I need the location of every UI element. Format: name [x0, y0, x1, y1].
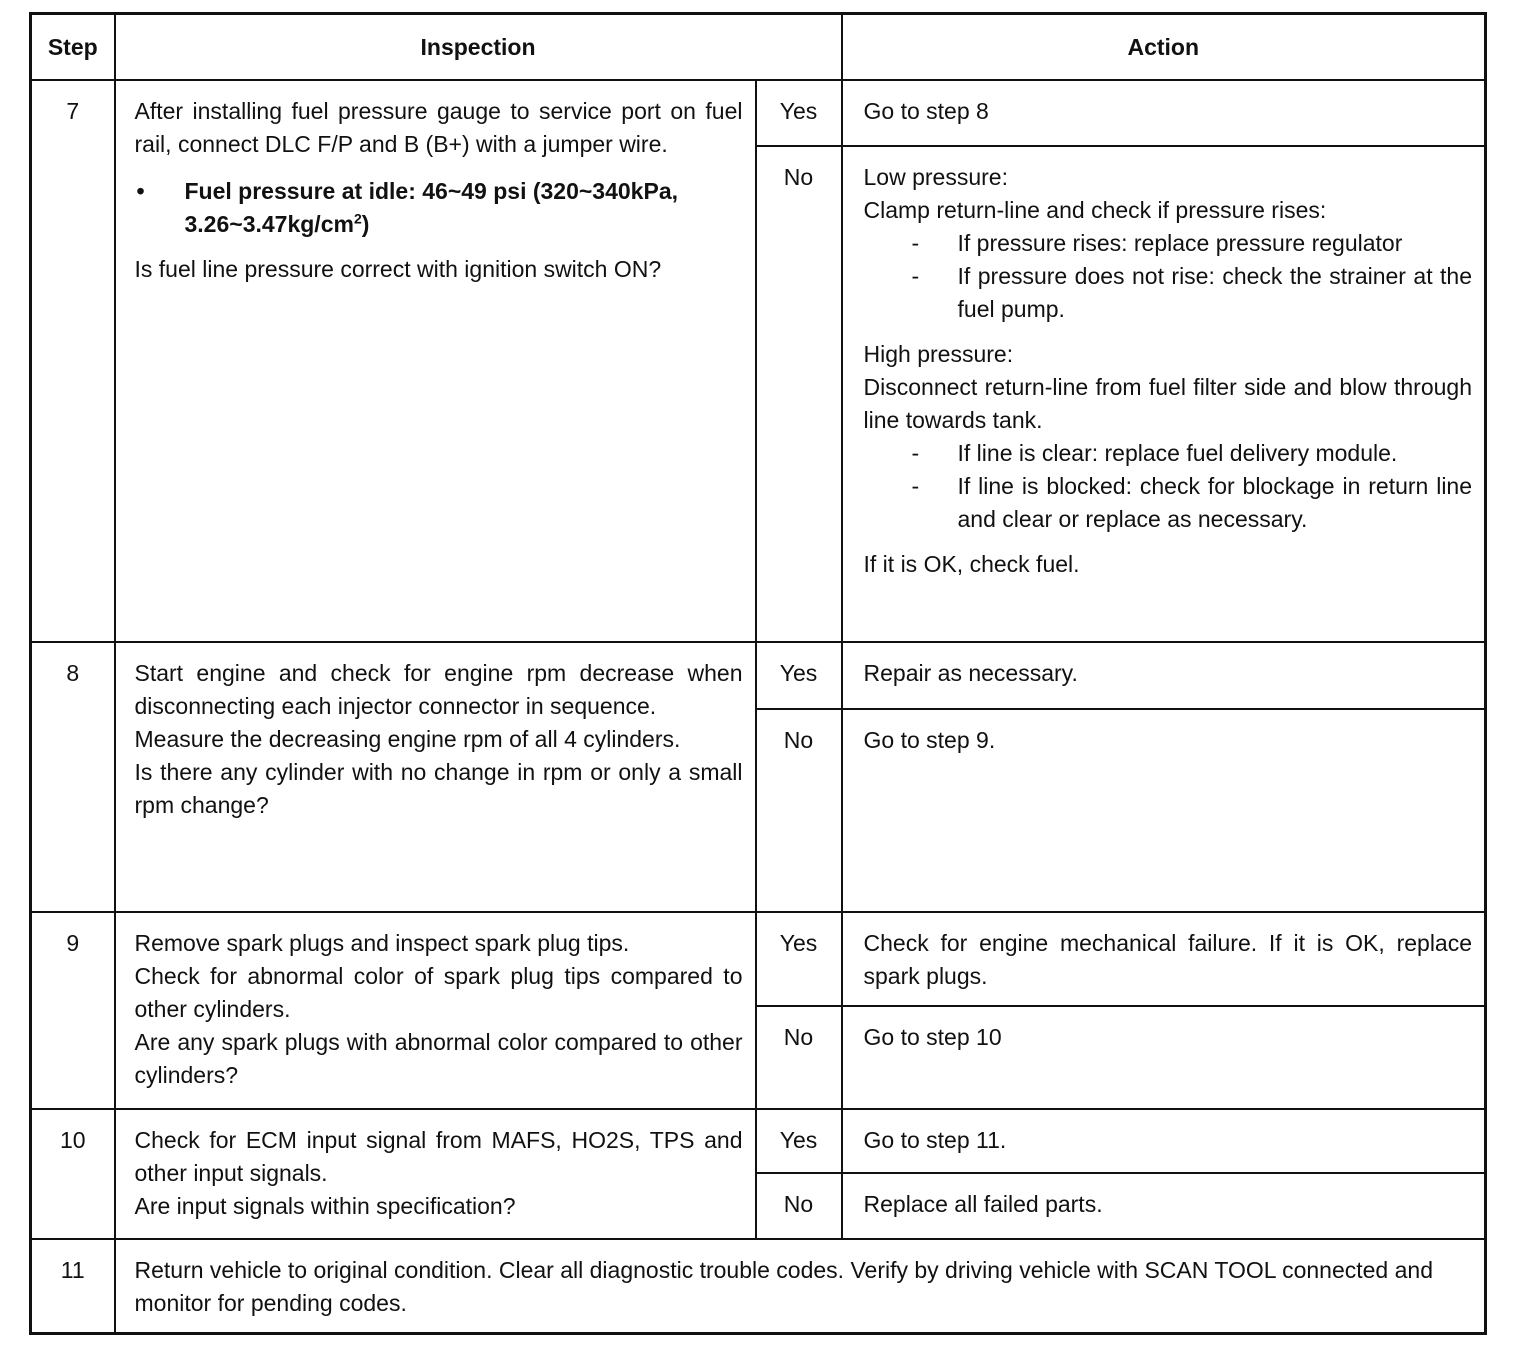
action-no: Go to step 10 [842, 1006, 1486, 1109]
list-item: - If line is blocked: check for blockage in return line and clear or replace as necessary. [911, 473, 1473, 532]
inspection-question: Are input signals within specification? [134, 1193, 516, 1219]
final-check: If it is OK, check fuel. [863, 551, 1080, 577]
inspection-text: Check for ECM input signal from MAFS, HO2S, TPS and other input signals. [134, 1127, 743, 1186]
low-pressure-line: Clamp return-line and check if pressure rises: [863, 197, 1327, 223]
final-step-text: Return vehicle to original condition. Clear all diagnostic trouble codes. Verify by driving vehicle with SCAN TOOL connected and monitor for pending codes. [115, 1239, 1486, 1333]
yes-label: Yes [756, 912, 842, 1006]
inspection-cell [115, 80, 756, 642]
inspection-text: Measure the decreasing engine rpm of all 4 cylinders. [134, 726, 681, 752]
table-row [31, 912, 1486, 1006]
action-no: Replace all failed parts. [842, 1173, 1486, 1239]
no-label: No [756, 1173, 842, 1239]
no-label: No [756, 709, 842, 912]
yes-label: Yes [756, 642, 842, 709]
spec-bullet [135, 175, 743, 241]
bullet-mark: • [136, 178, 145, 204]
high-pressure-line: Disconnect return-line from fuel filter side and blow through line towards tank. [863, 374, 1473, 433]
list-item: - If pressure does not rise: check the strainer at the fuel pump. [911, 263, 1473, 322]
step-number: 8 [31, 642, 115, 912]
table-row [31, 1109, 1486, 1173]
step-number: 9 [31, 912, 115, 1109]
action-yes: Repair as necessary. [842, 642, 1486, 709]
inspection-question: Is there any cylinder with no change in rpm or only a small rpm change? [134, 759, 743, 818]
table-row [31, 80, 1486, 146]
spec-superscript: 2 [353, 210, 362, 227]
yes-label: Yes [756, 1109, 842, 1173]
header-inspection: Inspection [115, 14, 842, 81]
no-label: No [756, 146, 842, 642]
inspection-question: Are any spark plugs with abnormal color compared to other cylinders? [134, 1029, 743, 1088]
step-number: 7 [31, 80, 115, 642]
step-number: 10 [31, 1109, 115, 1239]
inspection-cell [115, 912, 756, 1109]
action-no [842, 146, 1486, 642]
action-yes: Go to step 11. [842, 1109, 1486, 1173]
high-pressure-title: High pressure: [863, 341, 1014, 367]
table-row [31, 642, 1486, 709]
inspection-text: Start engine and check for engine rpm decrease when disconnecting each injector connector in sequence. [134, 660, 743, 719]
spec-text: Fuel pressure at idle: 46~49 psi (320~340kPa, 3.26~3.47kg/cm [184, 178, 679, 237]
table-row [31, 1239, 1486, 1333]
low-pressure-title: Low pressure: [863, 164, 1008, 190]
inspection-text: Remove spark plugs and inspect spark plug tips. [134, 930, 630, 956]
spec-text-end: ) [361, 211, 370, 237]
yes-label: Yes [756, 80, 842, 146]
inspection-cell [115, 642, 756, 912]
action-no: Go to step 9. [842, 709, 1486, 912]
action-yes: Check for engine mechanical failure. If it is OK, replace spark plugs. [842, 912, 1486, 1006]
list-item: - If line is clear: replace fuel delivery module. [911, 440, 1398, 466]
inspection-text: After installing fuel pressure gauge to service port on fuel rail, connect DLC F/P and B (B+) with a jumper wire. [134, 98, 743, 157]
list-item: - If pressure rises: replace pressure regulator [911, 230, 1403, 256]
action-yes: Go to step 8 [842, 80, 1486, 146]
no-label: No [756, 1006, 842, 1109]
header-action: Action [842, 14, 1486, 81]
header-step: Step [31, 14, 115, 81]
diagnostic-table [29, 12, 1487, 1335]
inspection-text: Check for abnormal color of spark plug tips compared to other cylinders. [134, 963, 743, 1022]
step-number: 11 [31, 1239, 115, 1333]
inspection-cell [115, 1109, 756, 1239]
table-header-row [31, 14, 1486, 81]
inspection-question: Is fuel line pressure correct with ignition switch ON? [134, 256, 662, 282]
